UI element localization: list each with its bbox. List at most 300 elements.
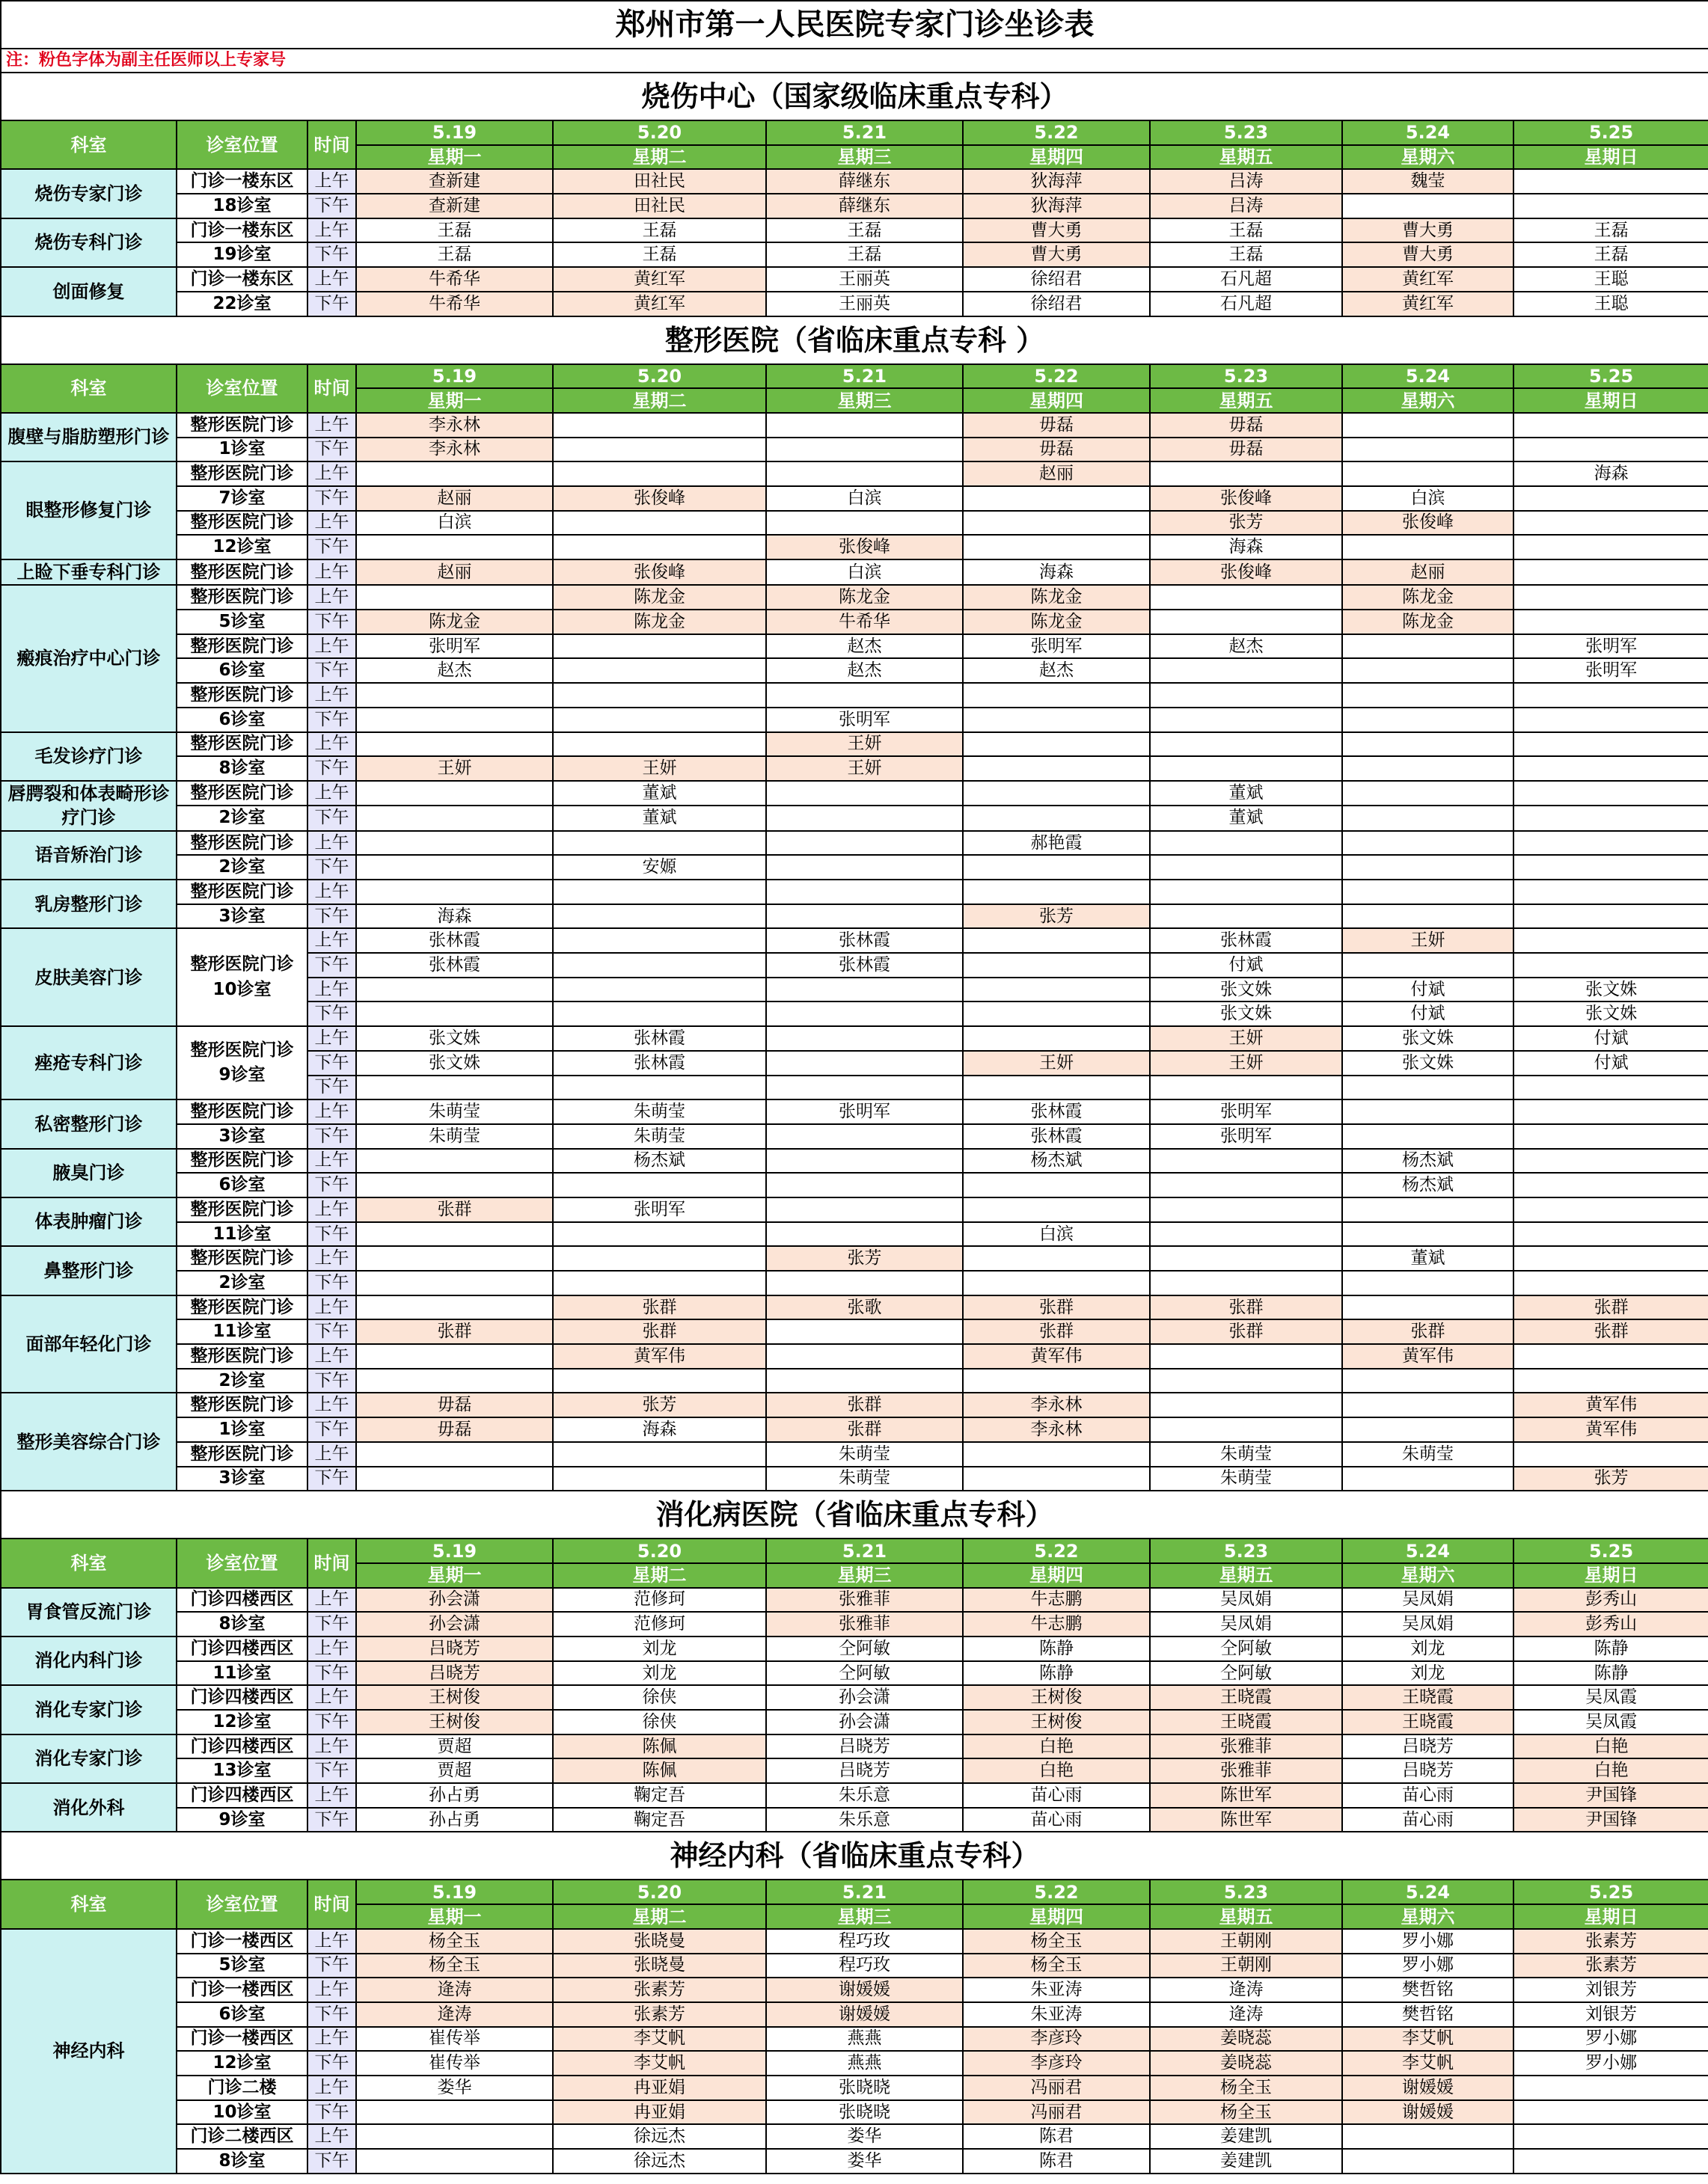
clinic-location: 12诊室 xyxy=(177,1710,307,1734)
doctor-cell: 徐远杰 xyxy=(553,2124,766,2149)
clinic-location: 门诊四楼西区 xyxy=(177,1637,307,1661)
section-title: 整形医院（省临床重点专科 ） xyxy=(1,316,1708,364)
doctor-cell: 鞠定吾 xyxy=(553,1783,766,1808)
expert-doctor-cell: 张晓曼 xyxy=(553,1929,766,1954)
doctor-cell xyxy=(1342,904,1513,929)
doctor-cell: 陈静 xyxy=(1513,1637,1708,1661)
doctor-cell: 王磊 xyxy=(1513,218,1708,243)
doctor-cell xyxy=(766,438,963,462)
time-slot: 上午 xyxy=(307,1685,356,1710)
header-date: 5.25 xyxy=(1513,1880,1708,1904)
header-weekday: 星期三 xyxy=(766,1904,963,1929)
expert-doctor-cell: 王朝刚 xyxy=(1150,1954,1342,1978)
time-slot: 下午 xyxy=(307,438,356,462)
time-slot: 上午 xyxy=(307,831,356,856)
doctor-cell: 崔传举 xyxy=(356,2027,553,2052)
expert-doctor-cell: 张芳 xyxy=(553,1393,766,1417)
doctor-cell xyxy=(553,953,766,978)
table-row xyxy=(1,1734,1708,1759)
doctor-cell xyxy=(553,904,766,929)
doctor-cell xyxy=(553,928,766,953)
doctor-cell: 赵杰 xyxy=(766,658,963,683)
department-cell: 鼻整形门诊 xyxy=(1,1246,177,1295)
doctor-cell xyxy=(1150,610,1342,634)
table-row xyxy=(1,1295,1708,1320)
doctor-cell xyxy=(766,1076,963,1100)
expert-doctor-cell: 王树俊 xyxy=(963,1710,1150,1734)
table-row xyxy=(1,1758,1708,1783)
doctor-cell: 张文姝 xyxy=(356,1026,553,1051)
table-row xyxy=(1,486,1708,511)
expert-doctor-cell: 张芳 xyxy=(1150,511,1342,536)
doctor-cell: 张林霞 xyxy=(356,928,553,953)
expert-doctor-cell: 王妍 xyxy=(1342,928,1513,953)
clinic-location: 整形医院门诊 10诊室 xyxy=(177,928,307,1026)
expert-doctor-cell: 尹国锋 xyxy=(1513,1808,1708,1832)
doctor-cell: 刘龙 xyxy=(553,1637,766,1661)
expert-doctor-cell: 毋磊 xyxy=(1150,413,1342,438)
time-slot: 上午 xyxy=(307,978,356,1002)
expert-doctor-cell: 白艳 xyxy=(963,1734,1150,1759)
doctor-cell: 付斌 xyxy=(1513,1026,1708,1051)
time-slot: 上午 xyxy=(307,1783,356,1808)
expert-doctor-cell: 黄红军 xyxy=(553,292,766,316)
table-row xyxy=(1,413,1708,438)
time-slot: 下午 xyxy=(307,1369,356,1393)
doctor-cell xyxy=(766,855,963,880)
doctor-cell: 娄华 xyxy=(356,2076,553,2100)
expert-doctor-cell: 逄涛 xyxy=(356,1978,553,2002)
clinic-location: 门诊四楼西区 xyxy=(177,1734,307,1759)
clinic-location: 3诊室 xyxy=(177,1467,307,1491)
doctor-cell xyxy=(963,806,1150,830)
doctor-cell xyxy=(1342,1197,1513,1222)
doctor-cell xyxy=(766,1222,963,1247)
table-row xyxy=(1,1612,1708,1637)
doctor-cell xyxy=(1513,413,1708,438)
table-row xyxy=(1,756,1708,781)
doctor-cell xyxy=(356,2124,553,2149)
department-cell: 消化专家门诊 xyxy=(1,1685,177,1734)
expert-doctor-cell: 张雅菲 xyxy=(766,1588,963,1613)
expert-doctor-cell: 牛志鹏 xyxy=(963,1588,1150,1613)
department-cell: 毛发诊疗门诊 xyxy=(1,732,177,781)
doctor-cell: 白滨 xyxy=(356,511,553,536)
doctor-cell: 刘银芳 xyxy=(1513,2002,1708,2027)
department-cell: 创面修复 xyxy=(1,267,177,316)
doctor-cell: 鞠定吾 xyxy=(553,1808,766,1832)
doctor-cell xyxy=(766,1026,963,1051)
header-date: 5.22 xyxy=(963,1539,1150,1563)
doctor-cell xyxy=(1150,831,1342,856)
expert-doctor-cell: 张芳 xyxy=(1513,1467,1708,1491)
doctor-cell: 程巧玫 xyxy=(766,1929,963,1954)
expert-doctor-cell: 张俊峰 xyxy=(553,559,766,585)
doctor-cell: 张明军 xyxy=(1150,1124,1342,1149)
time-slot: 上午 xyxy=(307,880,356,904)
table-row xyxy=(1,292,1708,316)
expert-doctor-cell: 陈龙金 xyxy=(553,585,766,610)
table-row xyxy=(1,1808,1708,1832)
department-cell: 瘢痕治疗中心门诊 xyxy=(1,585,177,731)
expert-doctor-cell: 吕涛 xyxy=(1150,169,1342,194)
doctor-cell: 徐绍君 xyxy=(963,267,1150,292)
header-date: 5.24 xyxy=(1342,1539,1513,1563)
doctor-cell: 吴凤娟 xyxy=(1150,1612,1342,1637)
doctor-cell xyxy=(766,413,963,438)
doctor-cell: 张文姝 xyxy=(1342,1026,1513,1051)
doctor-cell xyxy=(553,1467,766,1491)
header-time: 时间 xyxy=(307,364,356,413)
doctor-cell: 徐侠 xyxy=(553,1710,766,1734)
doctor-cell xyxy=(1513,708,1708,732)
doctor-cell xyxy=(553,1442,766,1467)
header-date: 5.24 xyxy=(1342,364,1513,389)
time-slot: 下午 xyxy=(307,1001,356,1026)
header-date: 5.25 xyxy=(1513,1539,1708,1563)
doctor-cell xyxy=(1342,658,1513,683)
doctor-cell: 王磊 xyxy=(553,242,766,267)
clinic-location: 整形医院门诊 xyxy=(177,1197,307,1222)
doctor-cell xyxy=(1513,1369,1708,1393)
doctor-cell xyxy=(553,978,766,1002)
doctor-cell: 张林霞 xyxy=(1150,928,1342,953)
time-slot: 下午 xyxy=(307,610,356,634)
expert-doctor-cell: 张俊峰 xyxy=(1342,511,1513,536)
clinic-location: 门诊一楼东区 xyxy=(177,169,307,194)
doctor-cell xyxy=(356,2149,553,2174)
department-cell: 私密整形门诊 xyxy=(1,1099,177,1148)
expert-doctor-cell: 张晓曼 xyxy=(553,1954,766,1978)
doctor-cell xyxy=(553,683,766,708)
doctor-cell xyxy=(356,683,553,708)
department-cell: 面部年轻化门诊 xyxy=(1,1295,177,1393)
doctor-cell xyxy=(1150,904,1342,929)
doctor-cell: 仝阿敏 xyxy=(766,1637,963,1661)
doctor-cell: 苗心雨 xyxy=(963,1783,1150,1808)
department-cell: 皮肤美容门诊 xyxy=(1,928,177,1026)
table-row xyxy=(1,1685,1708,1710)
table-row xyxy=(1,267,1708,292)
table-row xyxy=(1,559,1708,585)
doctor-cell xyxy=(553,880,766,904)
expert-doctor-cell: 谢媛媛 xyxy=(766,1978,963,2002)
doctor-cell: 石凡超 xyxy=(1150,267,1342,292)
doctor-cell xyxy=(553,511,766,536)
doctor-cell xyxy=(963,1369,1150,1393)
doctor-cell: 范修珂 xyxy=(553,1612,766,1637)
expert-doctor-cell: 陈龙金 xyxy=(1342,585,1513,610)
doctor-cell xyxy=(1342,683,1513,708)
time-slot: 上午 xyxy=(307,2027,356,2052)
time-slot: 上午 xyxy=(307,1588,356,1613)
table-row xyxy=(1,2124,1708,2149)
doctor-cell xyxy=(1342,880,1513,904)
expert-doctor-cell: 谢媛媛 xyxy=(1342,2100,1513,2125)
expert-doctor-cell: 牛志鹏 xyxy=(963,1612,1150,1637)
doctor-cell xyxy=(1150,1344,1342,1369)
doctor-cell: 苗心雨 xyxy=(1342,1808,1513,1832)
doctor-cell xyxy=(963,978,1150,1002)
department-cell: 神经内科 xyxy=(1,1929,177,2174)
table-row xyxy=(1,1197,1708,1222)
doctor-cell xyxy=(1513,928,1708,953)
expert-doctor-cell: 孙会潇 xyxy=(356,1588,553,1613)
doctor-cell xyxy=(963,880,1150,904)
doctor-cell xyxy=(1150,1271,1342,1295)
doctor-cell: 付斌 xyxy=(1342,978,1513,1002)
doctor-cell: 朱乐意 xyxy=(766,1783,963,1808)
clinic-location: 门诊二楼 xyxy=(177,2076,307,2100)
expert-doctor-cell: 查新建 xyxy=(356,169,553,194)
doctor-cell xyxy=(963,1467,1150,1491)
doctor-cell: 吕晓芳 xyxy=(766,1758,963,1783)
table-row xyxy=(1,732,1708,757)
doctor-cell xyxy=(356,1149,553,1174)
expert-doctor-cell: 毋磊 xyxy=(963,438,1150,462)
doctor-cell xyxy=(553,535,766,559)
doctor-cell: 罗小娜 xyxy=(1513,2051,1708,2076)
expert-doctor-cell: 张歌 xyxy=(766,1295,963,1320)
expert-doctor-cell: 吕涛 xyxy=(1150,194,1342,218)
doctor-cell: 樊哲铭 xyxy=(1342,2002,1513,2027)
doctor-cell: 张林霞 xyxy=(766,953,963,978)
table-row xyxy=(1,461,1708,486)
clinic-location: 6诊室 xyxy=(177,708,307,732)
table-row xyxy=(1,781,1708,806)
doctor-cell xyxy=(1342,1393,1513,1417)
doctor-cell: 娄华 xyxy=(766,2124,963,2149)
header-location: 诊室位置 xyxy=(177,364,307,413)
header-weekday: 星期二 xyxy=(553,1563,766,1588)
doctor-cell xyxy=(766,1271,963,1295)
time-slot: 上午 xyxy=(307,1734,356,1759)
doctor-cell xyxy=(1513,683,1708,708)
expert-doctor-cell: 王妍 xyxy=(1150,1026,1342,1051)
expert-doctor-cell: 查新建 xyxy=(356,194,553,218)
doctor-cell: 朱萌莹 xyxy=(1150,1467,1342,1491)
time-slot: 下午 xyxy=(307,2100,356,2125)
doctor-cell xyxy=(1513,2149,1708,2174)
time-slot: 上午 xyxy=(307,585,356,610)
clinic-location: 整形医院门诊 xyxy=(177,1295,307,1320)
department-cell: 烧伤专家门诊 xyxy=(1,169,177,218)
doctor-cell: 孙占勇 xyxy=(356,1808,553,1832)
doctor-cell xyxy=(356,708,553,732)
table-row xyxy=(1,1173,1708,1197)
header-weekday: 星期五 xyxy=(1150,1904,1342,1929)
time-slot: 下午 xyxy=(307,1319,356,1344)
doctor-cell: 朱亚涛 xyxy=(963,1978,1150,2002)
doctor-cell xyxy=(1513,1222,1708,1247)
expert-doctor-cell: 王妍 xyxy=(356,756,553,781)
doctor-cell: 仝阿敏 xyxy=(1150,1661,1342,1686)
clinic-location: 3诊室 xyxy=(177,904,307,929)
expert-doctor-cell: 王妍 xyxy=(1150,1051,1342,1076)
time-slot: 下午 xyxy=(307,1467,356,1491)
expert-doctor-cell: 冯丽君 xyxy=(963,2076,1150,2100)
header-weekday: 星期一 xyxy=(356,388,553,413)
table-row xyxy=(1,585,1708,610)
doctor-cell: 张明军 xyxy=(963,634,1150,659)
doctor-cell xyxy=(766,781,963,806)
doctor-cell xyxy=(356,1222,553,1247)
doctor-cell xyxy=(963,928,1150,953)
doctor-cell: 朱亚涛 xyxy=(963,2002,1150,2027)
doctor-cell xyxy=(356,1001,553,1026)
doctor-cell xyxy=(1342,781,1513,806)
expert-doctor-cell: 张群 xyxy=(1513,1319,1708,1344)
doctor-cell: 吕晓芳 xyxy=(1342,1734,1513,1759)
expert-doctor-cell: 赵丽 xyxy=(356,486,553,511)
doctor-cell xyxy=(1150,1197,1342,1222)
clinic-location: 6诊室 xyxy=(177,2002,307,2027)
time-slot: 下午 xyxy=(307,1612,356,1637)
doctor-cell: 王磊 xyxy=(1150,242,1342,267)
doctor-cell xyxy=(766,831,963,856)
doctor-cell: 朱萌莹 xyxy=(356,1099,553,1124)
expert-doctor-cell: 冉亚娟 xyxy=(553,2076,766,2100)
expert-doctor-cell: 王树俊 xyxy=(356,1685,553,1710)
doctor-cell: 白滨 xyxy=(766,486,963,511)
doctor-cell xyxy=(766,1001,963,1026)
clinic-location: 8诊室 xyxy=(177,1612,307,1637)
expert-doctor-cell: 张俊峰 xyxy=(1150,486,1342,511)
header-weekday: 星期三 xyxy=(766,388,963,413)
expert-doctor-cell: 尹国锋 xyxy=(1513,1783,1708,1808)
expert-doctor-cell: 曹大勇 xyxy=(1342,218,1513,243)
header-date: 5.22 xyxy=(963,364,1150,389)
doctor-cell: 张林霞 xyxy=(356,953,553,978)
doctor-cell xyxy=(963,953,1150,978)
expert-doctor-cell: 赵丽 xyxy=(963,461,1150,486)
doctor-cell: 刘银芳 xyxy=(1513,1978,1708,2002)
header-date: 5.23 xyxy=(1150,120,1342,145)
expert-doctor-cell: 张俊峰 xyxy=(553,486,766,511)
doctor-cell xyxy=(1150,1149,1342,1174)
header-weekday: 星期日 xyxy=(1513,388,1708,413)
expert-doctor-cell: 毋磊 xyxy=(356,1393,553,1417)
doctor-cell: 姜建凯 xyxy=(1150,2149,1342,2174)
doctor-cell: 仝阿敏 xyxy=(1150,1637,1342,1661)
time-slot: 下午 xyxy=(307,1758,356,1783)
doctor-cell xyxy=(1513,1197,1708,1222)
clinic-location: 整形医院门诊 xyxy=(177,1442,307,1467)
expert-doctor-cell: 谢媛媛 xyxy=(1342,2076,1513,2100)
time-slot: 下午 xyxy=(307,194,356,218)
expert-doctor-cell: 杨全玉 xyxy=(1150,2100,1342,2125)
header-weekday: 星期四 xyxy=(963,145,1150,170)
doctor-cell xyxy=(1342,634,1513,659)
doctor-cell xyxy=(1150,708,1342,732)
expert-doctor-cell: 张群 xyxy=(1513,1295,1708,1320)
doctor-cell xyxy=(356,1295,553,1320)
doctor-cell: 杨杰斌 xyxy=(1342,1173,1513,1197)
doctor-cell: 王磊 xyxy=(1150,218,1342,243)
doctor-cell: 燕燕 xyxy=(766,2051,963,2076)
header-dept: 科室 xyxy=(1,120,177,169)
doctor-cell xyxy=(1342,855,1513,880)
expert-doctor-cell: 姜晓蕊 xyxy=(1150,2051,1342,2076)
expert-doctor-cell: 张素芳 xyxy=(1513,1929,1708,1954)
doctor-cell: 王磊 xyxy=(553,218,766,243)
expert-doctor-cell: 毋磊 xyxy=(356,1417,553,1442)
header-weekday: 星期五 xyxy=(1150,388,1342,413)
doctor-cell xyxy=(356,732,553,757)
expert-doctor-cell: 谢媛媛 xyxy=(766,2002,963,2027)
doctor-cell: 陈君 xyxy=(963,2149,1150,2174)
doctor-cell: 朱萌莹 xyxy=(553,1124,766,1149)
table-row xyxy=(1,683,1708,708)
table-row xyxy=(1,2027,1708,2052)
header-date: 5.19 xyxy=(356,1539,553,1563)
expert-doctor-cell: 冯丽君 xyxy=(963,2100,1150,2125)
time-slot: 下午 xyxy=(307,1173,356,1197)
doctor-cell xyxy=(1150,658,1342,683)
clinic-location: 2诊室 xyxy=(177,1271,307,1295)
table-row xyxy=(1,1783,1708,1808)
department-cell: 烧伤专科门诊 xyxy=(1,218,177,267)
expert-doctor-cell: 牛希华 xyxy=(356,292,553,316)
header-location: 诊室位置 xyxy=(177,1880,307,1928)
doctor-cell xyxy=(356,1467,553,1491)
doctor-cell xyxy=(553,1246,766,1271)
doctor-cell: 吴凤娟 xyxy=(1150,1588,1342,1613)
doctor-cell xyxy=(553,708,766,732)
doctor-cell: 朱萌莹 xyxy=(1150,1442,1342,1467)
doctor-cell: 张文姝 xyxy=(1513,1001,1708,1026)
expert-doctor-cell: 黄红军 xyxy=(1342,267,1513,292)
doctor-cell: 赵杰 xyxy=(766,634,963,659)
expert-doctor-cell: 张芳 xyxy=(963,904,1150,929)
table-row xyxy=(1,1222,1708,1247)
time-slot: 下午 xyxy=(307,535,356,559)
doctor-cell xyxy=(1150,1173,1342,1197)
expert-doctor-cell: 彭秀山 xyxy=(1513,1588,1708,1613)
doctor-cell: 王聪 xyxy=(1513,292,1708,316)
table-row xyxy=(1,1929,1708,1954)
expert-doctor-cell: 王树俊 xyxy=(963,1685,1150,1710)
clinic-location: 11诊室 xyxy=(177,1661,307,1686)
doctor-cell xyxy=(553,413,766,438)
time-slot: 下午 xyxy=(307,1222,356,1247)
department-cell: 痤疮专科门诊 xyxy=(1,1026,177,1099)
table-row xyxy=(1,610,1708,634)
doctor-cell: 张晓晓 xyxy=(766,2100,963,2125)
expert-doctor-cell: 王树俊 xyxy=(356,1710,553,1734)
expert-doctor-cell: 白艳 xyxy=(1513,1758,1708,1783)
department-cell: 腹壁与脂肪塑形门诊 xyxy=(1,413,177,461)
clinic-location: 7诊室 xyxy=(177,486,307,511)
expert-doctor-cell: 陈龙金 xyxy=(1342,610,1513,634)
time-slot: 下午 xyxy=(307,953,356,978)
doctor-cell xyxy=(1342,1295,1513,1320)
doctor-cell xyxy=(963,1246,1150,1271)
time-slot: 下午 xyxy=(307,1271,356,1295)
page-title: 郑州市第一人民医院专家门诊坐诊表 xyxy=(1,1,1708,49)
doctor-cell: 朱萌莹 xyxy=(356,1124,553,1149)
doctor-cell xyxy=(356,585,553,610)
time-slot: 下午 xyxy=(307,2002,356,2027)
doctor-cell: 姜建凯 xyxy=(1150,2124,1342,2149)
time-slot: 上午 xyxy=(307,732,356,757)
expert-doctor-cell: 张雅菲 xyxy=(766,1612,963,1637)
clinic-location: 3诊室 xyxy=(177,1124,307,1149)
doctor-cell xyxy=(1342,732,1513,757)
time-slot: 上午 xyxy=(307,1393,356,1417)
time-slot: 上午 xyxy=(307,1197,356,1222)
doctor-cell: 孙会潇 xyxy=(766,1710,963,1734)
